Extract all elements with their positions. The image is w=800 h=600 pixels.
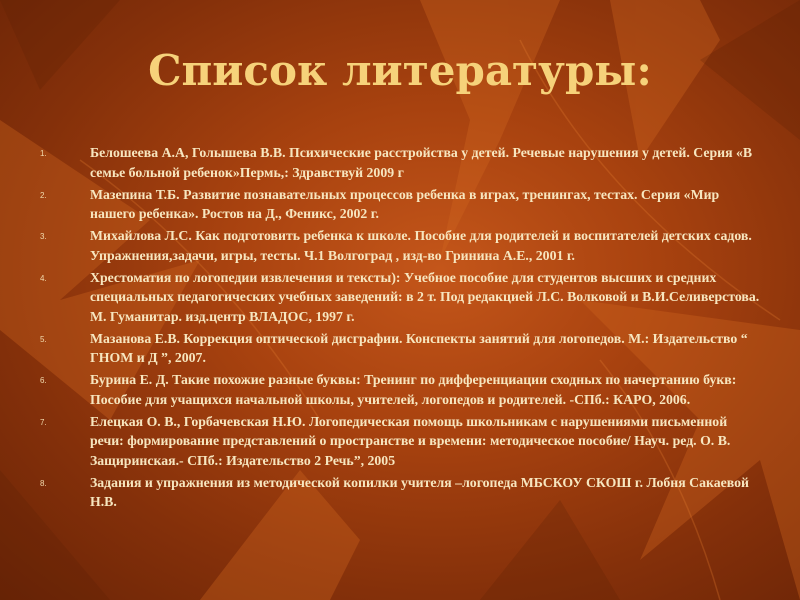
- reference-text: Белошеева А.А, Голышева В.В. Психические расстройства у детей. Речевые нарушения у детей. Серия «В семье больной ребенок»Пермь,: Здравствуй 2009 г: [90, 145, 753, 180]
- list-item: [40, 185, 760, 224]
- reference-text: Михайлова Л.С. Как подготовить ребенка к школе. Пособие для родителей и воспитателей детских садов. Упражнения,задачи, игры, тесты. Ч.1 Волгоград , изд-во Гринина А.Е., 2001 г.: [90, 228, 752, 263]
- reference-text: Хрестоматия по логопедии извлечения и тексты): Учебное пособие для студентов высших и средних специальных педагогических учебных заведений: в 2 т. Под редакцией Л.С. Волковой и В.И.Селиверстова. М. Гуманитар. изд.центр ВЛАДОС, 1997 г.: [90, 269, 760, 324]
- list-item: [40, 268, 760, 327]
- list-item: [40, 226, 760, 265]
- list-item: [40, 329, 760, 368]
- list-number: 7.: [40, 417, 47, 427]
- list-number: 1.: [40, 149, 47, 158]
- reference-text: Мазанова Е.В. Коррекция оптической дисграфии. Конспекты занятий для логопедов. М.: Издательство “ ГНОМ и Д ”, 2007.: [90, 330, 748, 365]
- reference-text: Елецкая О. В., Горбачевская Н.Ю. Логопедическая помощь школьникам с нарушениями письменной речи: формирование представлений о пространстве и времени: методическое пособие/ Науч. ред. О. В. Защиринская.- СПб.: Издательство 2 Речь”, 2005: [90, 413, 731, 468]
- list-item: [40, 143, 760, 182]
- slide-title: Список литературы:: [148, 46, 652, 95]
- list-item: [40, 370, 760, 409]
- list-item: [40, 473, 760, 512]
- list-number: 6.: [40, 376, 47, 385]
- list-number: 4.: [40, 273, 47, 283]
- list-number: 2.: [40, 190, 47, 200]
- list-number: 5.: [40, 334, 47, 344]
- list-item: [40, 412, 760, 471]
- list-number: 8.: [40, 478, 47, 488]
- list-number: 3.: [40, 232, 47, 241]
- reference-text: Бурина Е. Д. Такие похожие разные буквы: Тренинг по дифференциации сходных по начертанию букв: Пособие для учащихся начальной школы, учителей, логопедов и родителей. -СПб.: КАРО, 2006.: [90, 372, 737, 407]
- reference-list: [40, 143, 760, 514]
- reference-text: Задания и упражнения из методической копилки учителя –логопеда МБСКОУ СКОШ г. Лобня Сакаевой Н.В.: [90, 474, 749, 509]
- reference-text: Мазепина Т.Б. Развитие познавательных процессов ребенка в играх, тренингах, тестах. Серия «Мир нашего ребенка». Ростов на Д., Феникс, 2002 г.: [90, 186, 720, 221]
